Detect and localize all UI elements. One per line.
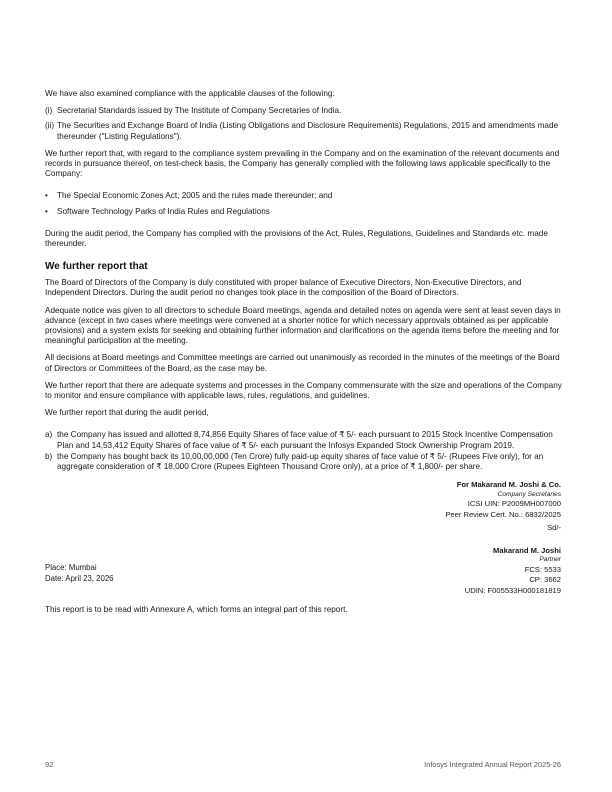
list-item: [45, 430, 567, 450]
peer-review: Peer Review Cert. No.: 6832/2025: [445, 509, 561, 519]
icsi-uin: ICSI UIN: P2009MH007000: [467, 499, 561, 508]
systems-paragraph: We further report that there are adequate systems and processes in the Company commensurate with the size and operations of the Company to monitor and ensure compliance with applicable laws, rules, regulations, and guidelines.: [45, 380, 562, 401]
audit-period-paragraph: During the audit period, the Company has complied with the provisions of the Act, Rules, Regulations, Guidelines and Standards etc. made thereunder.: [45, 228, 548, 249]
place-date: [45, 563, 114, 584]
signature-block: [445, 480, 561, 596]
list-item: [45, 452, 567, 472]
signatory-role: Partner: [539, 556, 561, 563]
list-item: [45, 121, 567, 141]
list-item: [45, 207, 567, 217]
intro-paragraph: We have also examined compliance with the applicable clauses of the following:: [45, 89, 335, 98]
page-footer: [45, 760, 561, 770]
place: Place: Mumbai: [45, 563, 97, 572]
list-marker: b): [45, 451, 53, 461]
laws-list: [45, 191, 567, 216]
bullet-icon: •: [45, 206, 48, 216]
section-heading: We further report that: [45, 261, 148, 273]
fcs-number: FCS: 5533: [524, 564, 561, 574]
list-text: The Special Economic Zones Act, 2005 and the rules made thereunder; and: [57, 191, 333, 201]
list-text: the Company has bought back its 10,00,00,000 (Ten Crore) fully paid-up equity shares of face value of ₹ 5/- (Rupees Five only), for an aggregate consideration of ₹ 18,000 Crore (Rupees Eighteen Thousand Crore only), at a price of ₹ 1,800/- per share.: [57, 451, 544, 472]
list-marker: (i): [45, 106, 53, 116]
clauses-list: [45, 106, 567, 142]
list-text: The Securities and Exchange Board of India (Listing Obligations and Disclosure Requirements) Regulations, 2015 and amendments made thereunder ("Listing Regulations").: [57, 121, 559, 141]
list-item: [45, 191, 567, 201]
list-text: Secretarial Standards issued by The Institute of Company Secretaries of India.: [57, 106, 342, 116]
bullet-icon: •: [45, 191, 48, 201]
board-paragraph: The Board of Directors of the Company is duly constituted with proper balance of Executive Directors, Non-Executive Directors, and Independent Directors. During the audit period no changes took place in the composition of the Board of Directors.: [45, 278, 522, 298]
decisions-paragraph: All decisions at Board meetings and Committee meetings are carried out unanimously as recorded in the minutes of the meetings of the Board of Directors or Committees of the Board, as the case may be.: [45, 353, 560, 373]
signed-mark: Sd/-: [547, 523, 561, 532]
signatory-name: Makarand M. Joshi: [493, 545, 561, 555]
udin-number: UDIN: F005533H000181819: [464, 585, 561, 595]
firm-name: For Makarand M. Joshi & Co.: [456, 480, 561, 489]
report-body: [45, 89, 567, 473]
list-marker: a): [45, 430, 53, 440]
audit-events-intro: We further report that during the audit period,: [45, 408, 209, 418]
events-list: [45, 430, 567, 472]
list-item: [45, 106, 567, 116]
publication-title: Infosys Integrated Annual Report 2025-26: [424, 760, 561, 769]
list-text: the Company has issued and allotted 8,74,856 Equity Shares of face value of ₹ 5/- each pursuant to 2015 Stock Incentive Compensation Plan and 14,53,412 Equity Shares of face value of ₹ 5/- each pursuant the Infosys Expanded Stock Ownership Program 2019.: [57, 430, 553, 450]
cp-number: CP: 3662: [529, 575, 561, 584]
compliance-paragraph: We further report that, with regard to the compliance system prevailing in the Company and on the examination of the relevant documents and records in pursuance thereof, on test-check basis, the Company has generally complied with the following laws applicable specifically to the Company:: [45, 148, 560, 179]
list-marker: (ii): [45, 121, 55, 131]
list-text: Software Technology Parks of India Rules and Regulations: [57, 206, 270, 216]
date: Date: April 23, 2026: [45, 573, 114, 583]
firm-type: Company Secretaries: [497, 490, 561, 498]
page-number: 92: [45, 760, 54, 769]
notice-paragraph: Adequate notice was given to all directors to schedule Board meetings, agenda and detailed notes on agenda were sent at least seven days in advance (except in two cases where meetings were convened at a shorter notice for which necessary approvals obtained as per applicable provisions) and a system exists for seeking and obtaining further information and clarifications on the agenda items before the meeting and for meaningful participation at the meeting.: [45, 305, 561, 346]
closing-note: This report is to be read with Annexure A, which forms an integral part of this report.: [45, 605, 348, 614]
